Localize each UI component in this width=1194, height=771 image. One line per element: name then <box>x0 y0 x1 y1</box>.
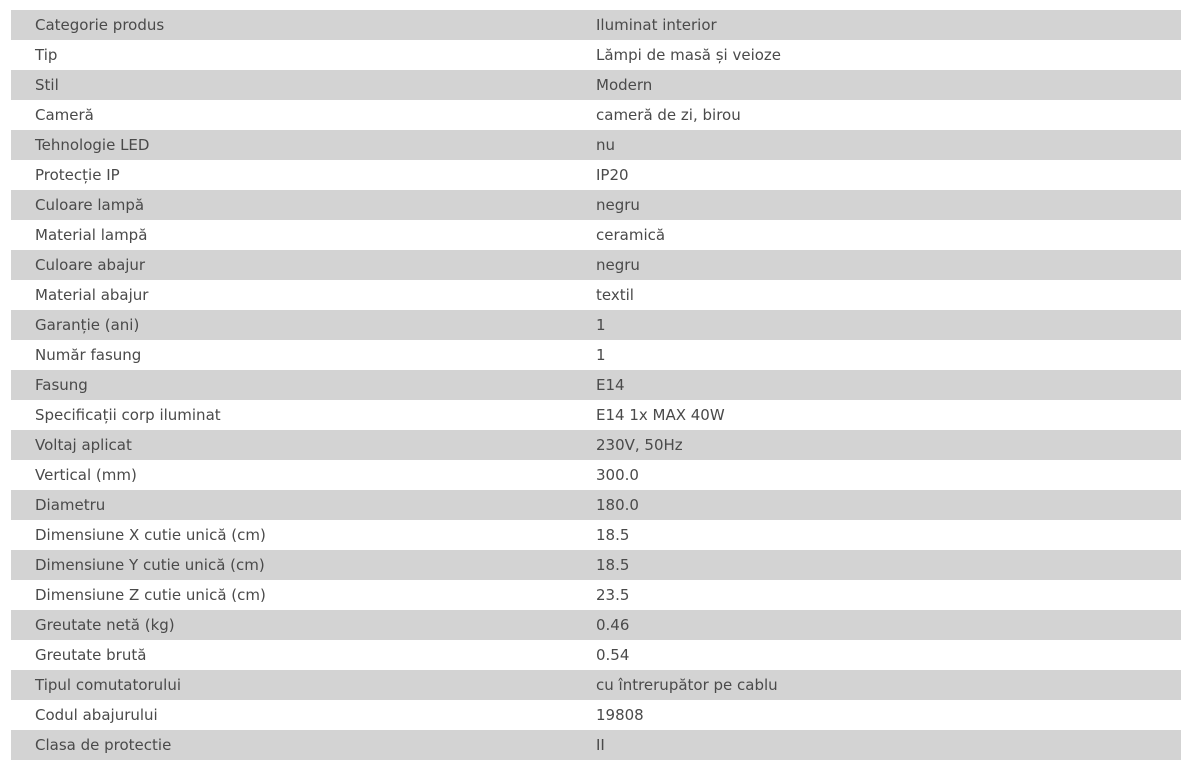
spec-row <box>11 580 1181 610</box>
spec-label: Dimensiune Z cutie unică (cm) <box>11 580 596 610</box>
spec-row <box>11 40 1181 70</box>
spec-label: Dimensiune X cutie unică (cm) <box>11 520 596 550</box>
spec-label: Tip <box>11 40 596 70</box>
spec-row <box>11 700 1181 730</box>
spec-label: Garanție (ani) <box>11 310 596 340</box>
spec-value: 19808 <box>596 700 1181 730</box>
spec-row <box>11 100 1181 130</box>
spec-label: Cameră <box>11 100 596 130</box>
spec-label: Tipul comutatorului <box>11 670 596 700</box>
spec-label: Voltaj aplicat <box>11 430 596 460</box>
spec-label: Clasa de protectie <box>11 730 596 760</box>
spec-row <box>11 640 1181 670</box>
spec-label: Protecție IP <box>11 160 596 190</box>
spec-label: Dimensiune Y cutie unică (cm) <box>11 550 596 580</box>
spec-value: E14 1x MAX 40W <box>596 400 1181 430</box>
spec-label: Material abajur <box>11 280 596 310</box>
spec-value: nu <box>596 130 1181 160</box>
spec-row <box>11 280 1181 310</box>
spec-row <box>11 490 1181 520</box>
spec-row <box>11 220 1181 250</box>
spec-value: E14 <box>596 370 1181 400</box>
spec-value: 0.46 <box>596 610 1181 640</box>
spec-value: 1 <box>596 310 1181 340</box>
spec-value: negru <box>596 250 1181 280</box>
spec-row <box>11 160 1181 190</box>
spec-value: 1 <box>596 340 1181 370</box>
spec-value: Iluminat interior <box>596 10 1181 40</box>
spec-row <box>11 520 1181 550</box>
spec-value: negru <box>596 190 1181 220</box>
spec-value: Modern <box>596 70 1181 100</box>
spec-row <box>11 550 1181 580</box>
spec-label: Diametru <box>11 490 596 520</box>
spec-label: Greutate netă (kg) <box>11 610 596 640</box>
spec-label: Codul abajurului <box>11 700 596 730</box>
spec-row <box>11 730 1181 760</box>
spec-value: 230V, 50Hz <box>596 430 1181 460</box>
spec-row <box>11 70 1181 100</box>
spec-label: Tehnologie LED <box>11 130 596 160</box>
spec-value: Lămpi de masă și veioze <box>596 40 1181 70</box>
spec-row <box>11 10 1181 40</box>
spec-row <box>11 430 1181 460</box>
spec-value: cameră de zi, birou <box>596 100 1181 130</box>
spec-row <box>11 610 1181 640</box>
spec-label: Specificații corp iluminat <box>11 400 596 430</box>
spec-row <box>11 370 1181 400</box>
spec-table <box>11 10 1181 760</box>
spec-value: 23.5 <box>596 580 1181 610</box>
spec-row <box>11 400 1181 430</box>
spec-label: Material lampă <box>11 220 596 250</box>
spec-row <box>11 250 1181 280</box>
spec-value: textil <box>596 280 1181 310</box>
spec-label: Culoare abajur <box>11 250 596 280</box>
spec-row <box>11 460 1181 490</box>
spec-label: Stil <box>11 70 596 100</box>
spec-row <box>11 190 1181 220</box>
spec-row <box>11 130 1181 160</box>
spec-row <box>11 670 1181 700</box>
spec-label: Categorie produs <box>11 10 596 40</box>
spec-value: 18.5 <box>596 520 1181 550</box>
spec-value: 180.0 <box>596 490 1181 520</box>
spec-label: Culoare lampă <box>11 190 596 220</box>
spec-label: Număr fasung <box>11 340 596 370</box>
spec-value: 18.5 <box>596 550 1181 580</box>
spec-label: Vertical (mm) <box>11 460 596 490</box>
spec-value: ceramică <box>596 220 1181 250</box>
spec-row <box>11 340 1181 370</box>
spec-value: II <box>596 730 1181 760</box>
spec-table-body <box>11 10 1181 760</box>
spec-value: 300.0 <box>596 460 1181 490</box>
spec-label: Greutate brută <box>11 640 596 670</box>
spec-value: 0.54 <box>596 640 1181 670</box>
spec-value: cu întrerupător pe cablu <box>596 670 1181 700</box>
spec-row <box>11 310 1181 340</box>
spec-value: IP20 <box>596 160 1181 190</box>
spec-label: Fasung <box>11 370 596 400</box>
